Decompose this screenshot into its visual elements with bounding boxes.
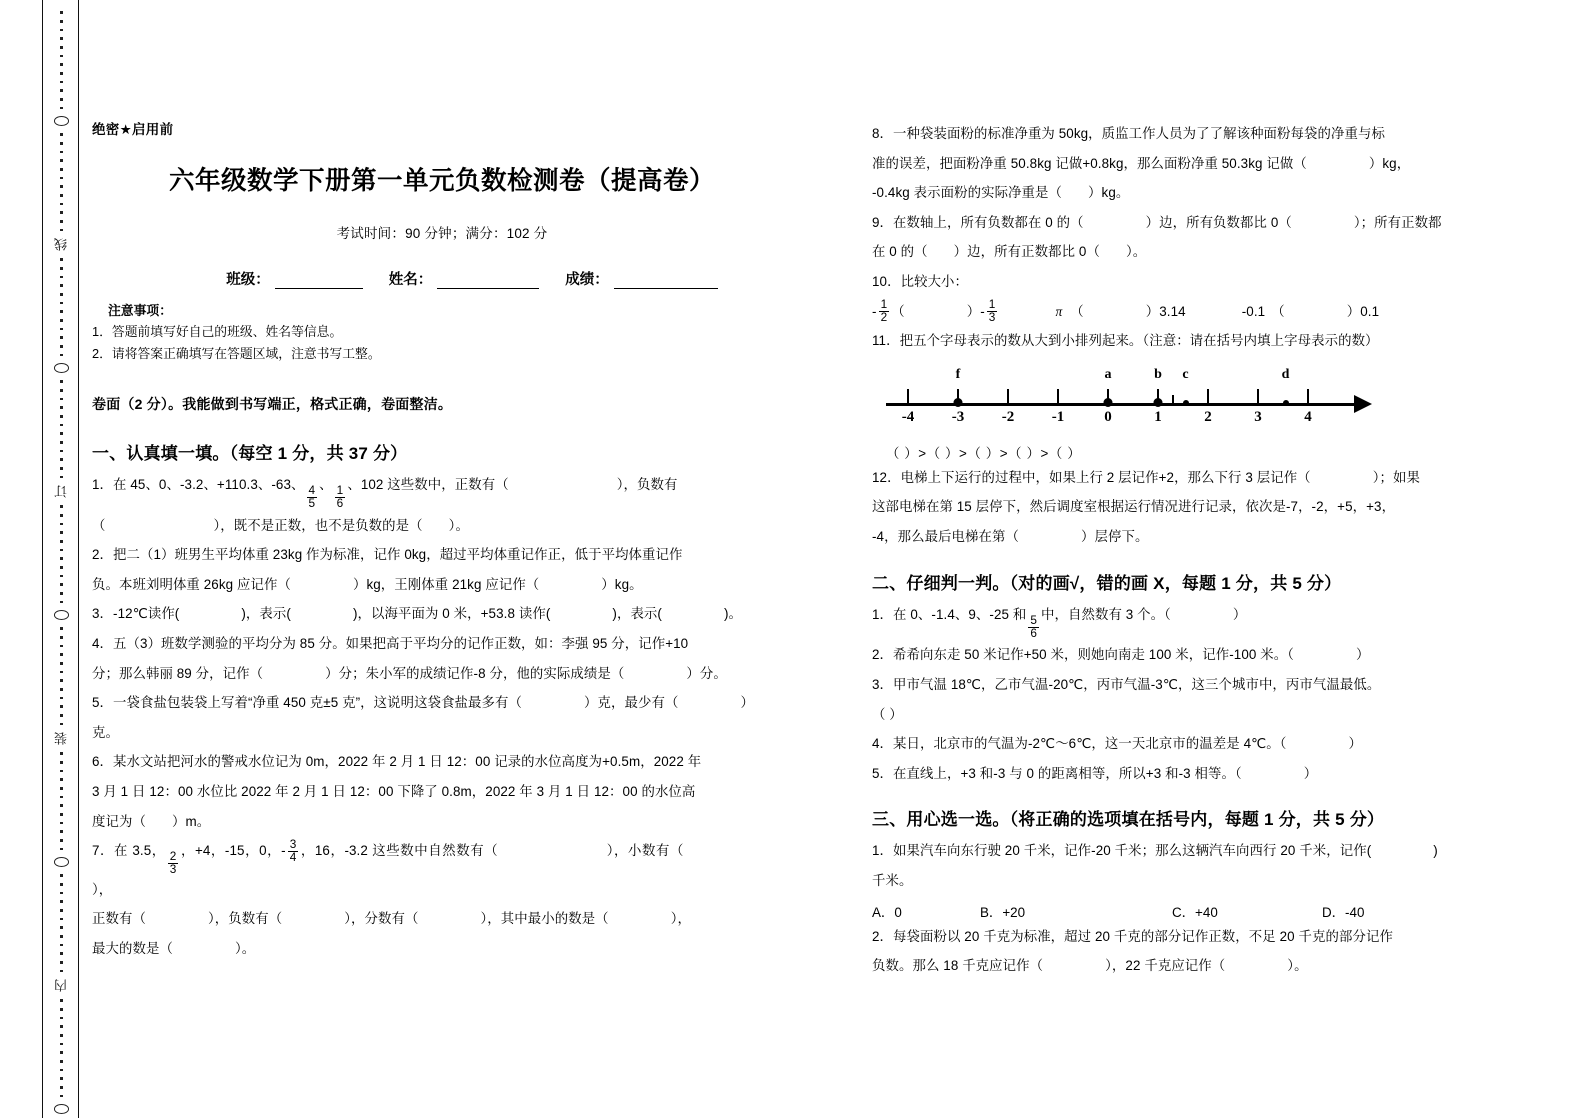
seal-dotted-segment: [60, 406, 63, 426]
q1-sep: 、: [319, 477, 333, 493]
judge-q5-text-end: ）: [1303, 765, 1318, 781]
choice-q2-text-a: 负数。那么 18 千克应记作（: [872, 958, 1044, 974]
seal-dotted-segment: [60, 11, 63, 31]
q9-text-e: ）边，所有正数都比 0（: [953, 244, 1100, 260]
q5-text-a: 5．一袋食盐包装袋上写着“净重 450 克±5 克”，这说明这袋食盐最多有（: [92, 695, 523, 711]
class-input-rule[interactable]: [275, 275, 363, 289]
score-input-rule[interactable]: [614, 275, 718, 289]
seal-dotted-segment: [60, 752, 63, 772]
left-column: [92, 0, 792, 963]
q4-text-a: 分；那么韩丽 89 分，记作（: [92, 665, 264, 681]
question-8-cont-1: [872, 150, 1572, 178]
number-line-tick: [1007, 389, 1010, 404]
seal-dotted-segment: [60, 627, 63, 647]
question-12: [872, 464, 1572, 492]
number-line-label-d: d: [1281, 366, 1290, 382]
seal-dotted-segment: [60, 1051, 63, 1071]
question-6: 6．某水文站把河水的警戒水位记为 0m，2022 年 2 月 1 日 12：00 记录的水位高度为+0.5m，2022 年: [92, 754, 702, 770]
q10-minus-2: -: [980, 303, 985, 319]
q10-neg-0-1: -0.1: [1241, 303, 1266, 319]
class-field[interactable]: [226, 268, 363, 289]
question-8: 8．一种袋装面粉的标准净重为 50kg，质监工作人员为了了解该种面粉每袋的净重与标: [872, 126, 1385, 141]
seal-ring-icon: [54, 116, 69, 126]
q6-text-b: ）m。: [171, 813, 211, 829]
question-6-cont-2: [92, 808, 792, 836]
judge-q2-text-end: ）: [1356, 647, 1370, 663]
seal-char: 装: [53, 732, 69, 746]
q6-text-a: 度记为（: [92, 813, 146, 829]
seal-dotted-segment: [60, 63, 63, 83]
q7-text-d: ），小数有（: [606, 843, 684, 859]
question-3: [92, 600, 792, 628]
secret-label: 绝密★启用前: [92, 122, 174, 137]
q1-text-b: 、102 这些数中，正数有（: [347, 477, 509, 493]
number-line-tick-label: -4: [901, 408, 915, 425]
q12-text-c: -4，那么最后电梯在第（: [872, 529, 1020, 545]
seal-dotted-segment: [60, 804, 63, 824]
judge-q1-fraction-5-6: $\frac{5}{6}$: [1030, 613, 1038, 640]
exam-meta: 考试时间：90 分钟；满分：102 分: [336, 225, 548, 241]
judge-q4-text: 4．某日，北京市的气温为-2℃～6℃，这一天北京市的温差是 4℃。（: [872, 736, 1287, 752]
choice-question-1-cont: 千米。: [872, 873, 913, 889]
q10-paren-close-2: ）: [1145, 303, 1160, 319]
q8-text-a: 准的误差，把面粉净重 50.8kg 记做+0.8kg，那么面粉净重 50.3kg 记做（: [872, 155, 1307, 171]
seal-dotted-segment: [60, 89, 63, 109]
choice-question-2: 2．每袋面粉以 20 千克为标准，超过 20 千克的部分记作正数，不足 20 千克的部分记作: [872, 928, 1393, 944]
number-line-tick-label: 1: [1154, 408, 1162, 425]
seal-dotted-segment: [60, 505, 63, 525]
seal-dotted-segment: [60, 778, 63, 798]
q12-text-d: ）层停下。: [1081, 529, 1149, 545]
seal-char: 订: [53, 485, 69, 499]
q1-text-d: （: [92, 517, 106, 533]
seal-dotted-segment: [60, 159, 63, 179]
number-line-tick: [1307, 389, 1310, 404]
judge-question-1: [872, 601, 1572, 640]
judge-question-3-answer[interactable]: （ ）: [872, 706, 903, 722]
seal-dotted-segment: [60, 310, 63, 330]
q10-paren-open-1: （: [891, 303, 905, 319]
judge-q4-text-end: ）: [1348, 736, 1363, 752]
seal-dotted-segment: [60, 258, 63, 278]
seal-dotted-segment: [60, 1077, 63, 1097]
q9-text-d: 在 0 的（: [872, 244, 928, 260]
notice-heading: 注意事项：: [108, 302, 172, 318]
choice-q1-text-a: 1．如果汽车向东行驶 20 千米，记作-20 千米；那么这辆汽车向西行 20 千米，记作(: [872, 843, 1372, 859]
question-10: 10．比较大小：: [872, 274, 969, 290]
q8-text-c: -0.4kg 表示面粉的实际净重是（: [872, 185, 1063, 201]
number-line-point-c: [1183, 400, 1189, 406]
judge-q1-text-b: 中，自然数有 3 个。（: [1041, 606, 1171, 622]
number-line-tick-label: -1: [1051, 408, 1065, 425]
q7-text-h: ），分数有（: [344, 911, 419, 927]
judge-q2-text: 2．希希向东走 50 米记作+50 米，则她向南走 100 米，记作-100 米。（: [872, 647, 1295, 663]
q9-text-f: ）。: [1125, 244, 1147, 260]
option-b[interactable]: B．+20: [980, 904, 1026, 920]
number-line-label-c: c: [1182, 366, 1189, 382]
seal-border-inner: [78, 0, 79, 1118]
seal-dotted-segment: [60, 211, 63, 231]
question-8-cont-2: [872, 179, 1572, 207]
question-10-comparisons: [872, 298, 1572, 326]
seal-dotted-segment: [60, 705, 63, 725]
question-7-cont-1: [92, 905, 792, 933]
page-title: 六年级数学下册第一单元负数检测卷（提高卷）: [168, 167, 715, 195]
score-label: 成绩：: [565, 271, 609, 288]
seal-char: 线: [53, 238, 69, 252]
q7-text-g: ），负数有（: [207, 911, 283, 927]
q7-text-e: ），: [92, 881, 113, 897]
q1-fraction-4-5: $\frac{4}{5}$: [308, 484, 316, 510]
q10-neg-half: - $\frac{1}{2}$: [872, 298, 888, 324]
q4-text-c: ）分。: [686, 665, 727, 681]
judge-question-2: [872, 641, 1572, 669]
choice-q2-text-b: ），22 千克应记作（: [1105, 958, 1226, 974]
question-2-cont: [92, 571, 792, 599]
question-4-cont: [92, 660, 792, 688]
number-line-tick-label: 0: [1104, 408, 1112, 425]
question-11: 11．把五个字母表示的数从大到小排列起来。（注意：请在括号内填上字母表示的数）: [872, 333, 1379, 349]
number-line-tick: [1257, 389, 1260, 404]
q1-text-f: ）。: [448, 517, 469, 533]
seal-dotted-segment: [60, 583, 63, 603]
score-field[interactable]: [565, 268, 718, 289]
section-heading-judge: 二、仔细判一判。（对的画√，错的画 X，每题 1 分，共 5 分）: [872, 573, 1342, 593]
number-line-tick-label: -2: [1001, 408, 1015, 425]
number-line-tick-label: 2: [1204, 408, 1212, 425]
right-column: [872, 0, 1572, 980]
seal-dotted-segment: [60, 37, 63, 57]
choice-q1-text-b: ): [1433, 843, 1438, 859]
number-line-diagram: [886, 365, 1386, 441]
q2-text-a: 负。本班刘明体重 26kg 应记作（: [92, 576, 291, 592]
choice-question-2-cont: [872, 952, 1572, 980]
question-2: 2．把二（1）班男生平均体重 23kg 作为标准，记作 0kg，超过平均体重记作正，低于平均体重记作: [92, 547, 683, 563]
seal-dotted-segment: [60, 1025, 63, 1045]
seal-dotted-segment: [60, 284, 63, 304]
q7-text-k: 最大的数是（: [92, 941, 173, 957]
question-1: [92, 471, 792, 510]
judge-q5-text: 5．在直线上，+3 和-3 与 0 的距离相等，所以+3 和-3 相等。（: [872, 765, 1242, 781]
q12-text-a: 12．电梯上下运行的过程中，如果上行 2 层记作+2，那么下行 3 层记作（: [872, 469, 1311, 485]
seal-dotted-segment: [60, 432, 63, 452]
q10-paren-open-2: （: [1070, 303, 1084, 319]
q3-text-a: 3．-12℃读作(: [92, 606, 180, 622]
seal-dotted-segment: [60, 653, 63, 673]
judge-question-3: 3．甲市气温 18℃，乙市气温-20℃，丙市气温-3℃，这三个城市中，丙市气温最低。: [872, 676, 1381, 692]
q10-paren-open-3: （: [1271, 303, 1285, 319]
q12-text-b: ）；如果: [1372, 469, 1420, 485]
question-9: [872, 209, 1572, 237]
number-line-tick-label: 4: [1304, 408, 1312, 425]
judge-q1-text-c: ）: [1232, 606, 1247, 622]
question-12-cont-2: [872, 523, 1572, 551]
notice-item-1: 1．答题前填写好自己的班级、姓名等信息。: [92, 323, 343, 339]
seal-dotted-segment: [60, 531, 63, 551]
choice-question-1-options: [872, 902, 1572, 921]
q10-pi-value: 3.14: [1159, 303, 1186, 319]
question-1-cont: [92, 512, 792, 540]
number-line-minor-tick: [1172, 395, 1174, 404]
q9-text-a: 9．在数轴上，所有负数都在 0 的（: [872, 214, 1084, 230]
seal-dotted-segment: [60, 557, 63, 577]
choice-question-1: [872, 837, 1572, 865]
q1-text-e: ），既不是正数，也不是负数的是（: [213, 517, 423, 533]
q7-text-c: ，16，-3.2 这些数中自然数有（: [300, 843, 499, 859]
seal-dotted-segment: [60, 380, 63, 400]
q3-text-c: )，以海平面为 0 米，+53.8 读作(: [352, 606, 551, 622]
number-line-point-f: [954, 398, 963, 407]
q2-text-c: ）kg。: [601, 576, 643, 592]
q10-minus-1: -: [872, 303, 877, 319]
seal-dotted-segment: [60, 133, 63, 153]
q8-text-b: ）kg，: [1368, 155, 1411, 171]
question-11-answer-row[interactable]: （ ）>（ ）>（ ）>（ ）>（ ）: [886, 445, 1082, 461]
judge-q1-text-a: 1．在 0、-1.4、9、-25 和: [872, 606, 1027, 622]
q9-text-c: ）；所有正数都: [1353, 214, 1442, 230]
number-line-arrow-icon: [1354, 395, 1372, 413]
q3-text-e: )。: [723, 606, 743, 622]
notice-item-2: 2．请将答案正确填写在答题区域，注意书写工整。: [92, 346, 381, 362]
q10-pi-symbol: π: [1055, 303, 1063, 319]
number-line-label-f: f: [955, 366, 961, 382]
choice-q2-text-c: ）。: [1287, 958, 1308, 974]
q1-text-a: 1．在 45、0、-3.2、+110.3、-63、: [92, 477, 305, 493]
name-input-rule[interactable]: [437, 275, 539, 289]
number-line-tick: [1057, 389, 1060, 404]
question-7: [92, 837, 792, 903]
name-field[interactable]: [389, 268, 540, 289]
number-line-tick: [907, 389, 910, 404]
q9-text-b: ）边，所有负数都比 0（: [1145, 214, 1292, 230]
seal-dotted-segment: [60, 679, 63, 699]
number-line-tick-label: -3: [951, 408, 965, 425]
option-a[interactable]: A．0: [872, 904, 902, 920]
q7-text-f: 正数有（: [92, 911, 146, 927]
q7-fraction-2-3: $\frac{2}{3}$: [169, 850, 177, 877]
q4-text-b: ）分；朱小军的成绩记作-8 分，他的实际成绩是（: [325, 665, 625, 681]
seal-dotted-segment: [60, 458, 63, 478]
seal-ring-icon: [54, 363, 69, 373]
seal-dotted-segment: [60, 999, 63, 1019]
number-line-label-b: b: [1154, 366, 1162, 382]
q5-text-c: ）: [740, 695, 754, 711]
q5-text-b: ）克，最少有（: [584, 695, 679, 711]
question-6-cont-1: 3 月 1 日 12：00 水位比 2022 年 2 月 1 日 12：00 下降了 0.8m，2022 年 3 月 1 日 12：00 的水位高: [92, 784, 696, 800]
question-12-cont-1: 这部电梯在第 15 层停下，然后调度室根据运行情况进行记录，依次是-7，-2，+5，+3，: [872, 499, 1396, 515]
option-d[interactable]: D．-40: [1322, 904, 1365, 920]
seal-border-outer: [42, 0, 43, 1118]
student-info-row: [92, 268, 792, 289]
seal-ring-icon: [54, 610, 69, 620]
section-heading-choice: 三、用心选一选。（将正确的选项填在括号内，每题 1 分，共 5 分）: [872, 810, 1385, 830]
q3-text-b: )，表示(: [241, 606, 291, 622]
seal-dotted-segment: [60, 952, 63, 972]
number-line-tick: [1207, 389, 1210, 404]
q3-text-d: )，表示(: [612, 606, 662, 622]
seal-char: 内: [53, 979, 69, 993]
q10-neg-third: - $\frac{1}{3}$: [980, 298, 996, 324]
seal-line-strip: [44, 0, 78, 1118]
seal-dotted-segment: [60, 926, 63, 946]
question-9-cont: [872, 238, 1572, 266]
q7-text-b: ，+4，-15，0，: [180, 843, 282, 859]
number-line-point-d: [1283, 400, 1289, 406]
q10-paren-close-3: ）: [1346, 303, 1361, 319]
seal-dotted-segment: [60, 185, 63, 205]
q7-minus-sign: -: [281, 843, 286, 859]
question-5-cont: 克。: [92, 724, 119, 740]
q7-text-j: ），: [670, 911, 691, 927]
number-line-tick-label: 3: [1254, 408, 1262, 425]
seal-dotted-segment: [60, 336, 63, 356]
number-line-point-a: [1104, 398, 1113, 407]
section-heading-fill-in: 一、认真填一填。（每空 1 分，共 37 分）: [92, 443, 408, 463]
q7-text-i: ），其中最小的数是（: [480, 911, 609, 927]
q2-text-b: ）kg，王刚体重 21kg 应记作（: [352, 576, 540, 592]
seal-dotted-segment: [60, 874, 63, 894]
question-4: 4．五（3）班数学测验的平均分为 85 分。如果把高于平均分的记作正数，如：李强 95 分，记作+10: [92, 636, 689, 652]
q7-text-l: ）。: [234, 941, 256, 957]
q1-text-c: ），负数有: [616, 477, 678, 493]
seal-ring-icon: [54, 1104, 69, 1114]
cover-score-note: 卷面（2 分）。我能做到书写端正，格式正确，卷面整洁。: [92, 395, 453, 412]
q1-fraction-1-6: $\frac{1}{6}$: [336, 484, 344, 510]
judge-question-5: [872, 760, 1572, 788]
seal-ring-icon: [54, 857, 69, 867]
q10-pos-0-1: 0.1: [1360, 303, 1380, 319]
q8-text-d: ）kg。: [1088, 185, 1130, 201]
question-7-cont-2: [92, 935, 792, 963]
seal-dotted-segment: [60, 900, 63, 920]
number-line-label-a: a: [1104, 366, 1112, 382]
option-c[interactable]: C．+40: [1172, 904, 1218, 920]
question-5: [92, 689, 792, 717]
seal-dotted-segment: [60, 830, 63, 850]
number-line-point-b: [1154, 398, 1163, 407]
name-label: 姓名：: [388, 271, 433, 288]
q10-paren-close-1: ）: [966, 303, 981, 319]
q7-text-a: 7．在 3.5，: [92, 843, 166, 859]
class-label: 班级：: [226, 271, 270, 288]
q7-negative-fraction-3-4: - $\frac{3}{4}$: [281, 837, 297, 864]
judge-question-4: [872, 730, 1572, 758]
